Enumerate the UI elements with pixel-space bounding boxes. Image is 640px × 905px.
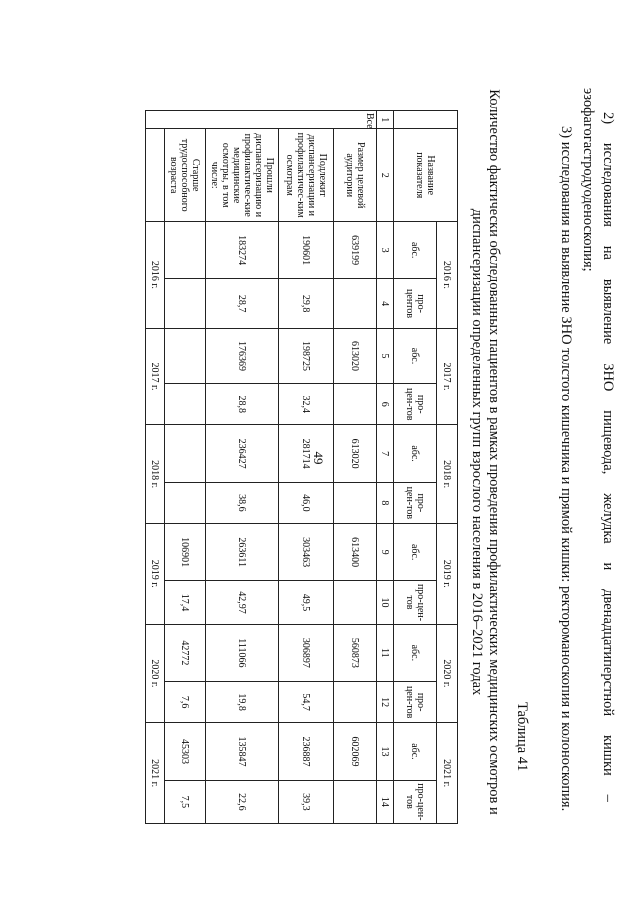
value-cell: 46,0: [279, 482, 334, 523]
value-cell: 183274: [206, 221, 279, 279]
header-year: 2017 г.: [437, 328, 458, 425]
header-year: 2016 г.: [437, 221, 458, 328]
column-number: 7: [377, 425, 394, 483]
page-number: 49: [311, 451, 326, 465]
indicator-name: Старше трудоспособного возраста: [165, 129, 206, 221]
value-cell: [165, 279, 206, 328]
value-cell: 176369: [206, 328, 279, 383]
value-cell: [165, 221, 206, 279]
value-cell: [165, 425, 206, 483]
word: и: [600, 562, 616, 571]
list-item-2-continuation: эзофагогастродуоденоскопия;: [580, 88, 596, 272]
column-number: 1: [377, 111, 394, 129]
header-abs: абс.: [394, 425, 437, 483]
footer-year: 2016 г.: [146, 221, 165, 328]
value-cell: 613020: [334, 328, 377, 383]
value-cell: 263611: [206, 523, 279, 581]
value-cell: [165, 384, 206, 425]
value-cell: [334, 482, 377, 523]
indicator-name: Размер целевой аудитории: [334, 129, 377, 221]
word: кишки: [600, 735, 616, 776]
value-cell: 613400: [334, 523, 377, 581]
header-percent: про-центов: [394, 279, 437, 328]
value-cell: 45303: [165, 723, 206, 781]
word: выявление: [600, 278, 616, 345]
header-abs: абс.: [394, 523, 437, 581]
value-cell: 39,3: [279, 780, 334, 823]
value-cell: 19,8: [206, 682, 279, 723]
value-cell: 42772: [165, 624, 206, 682]
value-cell: 560873: [334, 624, 377, 682]
value-cell: 32,4: [279, 384, 334, 425]
footer-year: 2017 г.: [146, 328, 165, 425]
column-number: 4: [377, 279, 394, 328]
list-item-3: 3) исследования на выявление ЗНО толстого кишечника и прямой кишки: ректороманоскопия и колоноскопия.: [558, 126, 574, 812]
table-caption: Количество фактически обследованных пациентов в рамках проведения профилактических медицинских осмотров и диспансеризации определенных групп взрослого населения в 2016–2021 годах: [469, 89, 502, 815]
word: –: [600, 794, 616, 802]
indicator-name: Прошли диспансеризацию и профилактичес-кие медицинские осмотры, в том числе:: [206, 129, 279, 221]
footer-blank-cell: [146, 129, 165, 221]
header-year: 2020 г.: [437, 624, 458, 723]
footer-year: 2019 г.: [146, 523, 165, 624]
value-cell: [165, 328, 206, 383]
header-percent: про-цен-тов: [394, 482, 437, 523]
value-cell: 22,6: [206, 780, 279, 823]
column-number: 9: [377, 523, 394, 581]
data-table: [145, 110, 458, 824]
header-percent: про-цен-тов: [394, 780, 437, 823]
indicator-name: Подлежит диспансеризации и профилактичес-ким осмотрам: [279, 129, 334, 221]
value-cell: 236427: [206, 425, 279, 483]
column-number: 10: [377, 581, 394, 624]
value-cell: 38,6: [206, 482, 279, 523]
footer-year: 2020 г.: [146, 624, 165, 723]
header-abs: абс.: [394, 723, 437, 781]
value-cell: 106901: [165, 523, 206, 581]
table-row: [334, 111, 377, 824]
table-row: [165, 111, 206, 824]
column-number: 13: [377, 723, 394, 781]
column-number: 3: [377, 221, 394, 279]
value-cell: 639199: [334, 221, 377, 279]
table-row: [206, 111, 279, 824]
value-cell: 29,8: [279, 279, 334, 328]
value-cell: 613020: [334, 425, 377, 483]
value-cell: [334, 780, 377, 823]
header-percent: про-цен-тов: [394, 581, 437, 624]
value-cell: 135847: [206, 723, 279, 781]
column-number: 14: [377, 780, 394, 823]
value-cell: 7,5: [165, 780, 206, 823]
value-cell: 306897: [279, 624, 334, 682]
value-cell: 28,7: [206, 279, 279, 328]
column-number: 8: [377, 482, 394, 523]
header-abs: абс.: [394, 328, 437, 383]
header-percent: про-цен-тов: [394, 682, 437, 723]
list-item-2-line: [599, 112, 616, 802]
value-cell: 198725: [279, 328, 334, 383]
word: исследования: [600, 142, 616, 227]
word: желудка: [600, 493, 616, 544]
value-cell: [334, 384, 377, 425]
value-cell: 42,97: [206, 581, 279, 624]
group-label: Всего: [146, 111, 377, 129]
value-cell: 281714: [279, 425, 334, 483]
header-year: 2018 г.: [437, 425, 458, 524]
table-label: Таблица 41: [514, 702, 530, 772]
word: двенадцатиперстной: [600, 589, 616, 717]
header-year: 2021 г.: [437, 723, 458, 824]
word: пищевода,: [600, 410, 616, 475]
value-cell: 7,6: [165, 682, 206, 723]
column-number: 6: [377, 384, 394, 425]
value-cell: 28,8: [206, 384, 279, 425]
column-number: 2: [377, 129, 394, 221]
value-cell: 111066: [206, 624, 279, 682]
value-cell: 602069: [334, 723, 377, 781]
column-number: 11: [377, 624, 394, 682]
column-number: 12: [377, 682, 394, 723]
value-cell: [334, 682, 377, 723]
value-cell: 303463: [279, 523, 334, 581]
header-percent: про-цен-тов: [394, 384, 437, 425]
word: на: [600, 245, 616, 260]
value-cell: 17,4: [165, 581, 206, 624]
table-row: [279, 111, 334, 824]
value-cell: 54,7: [279, 682, 334, 723]
word: ЗНО: [600, 363, 616, 392]
header-indicator-name: Название показателя: [394, 129, 458, 221]
header-abs: абс.: [394, 221, 437, 279]
footer-year: 2021 г.: [146, 723, 165, 824]
value-cell: [334, 581, 377, 624]
value-cell: 236887: [279, 723, 334, 781]
footer-year: 2018 г.: [146, 425, 165, 524]
value-cell: [165, 482, 206, 523]
value-cell: 190601: [279, 221, 334, 279]
value-cell: 49,5: [279, 581, 334, 624]
header-year: 2019 г.: [437, 523, 458, 624]
header-blank-cell: [394, 111, 458, 129]
column-number: 5: [377, 328, 394, 383]
header-abs: абс.: [394, 624, 437, 682]
value-cell: [334, 279, 377, 328]
word: 2): [600, 112, 616, 125]
rotated-page-content: [4, 12, 624, 892]
